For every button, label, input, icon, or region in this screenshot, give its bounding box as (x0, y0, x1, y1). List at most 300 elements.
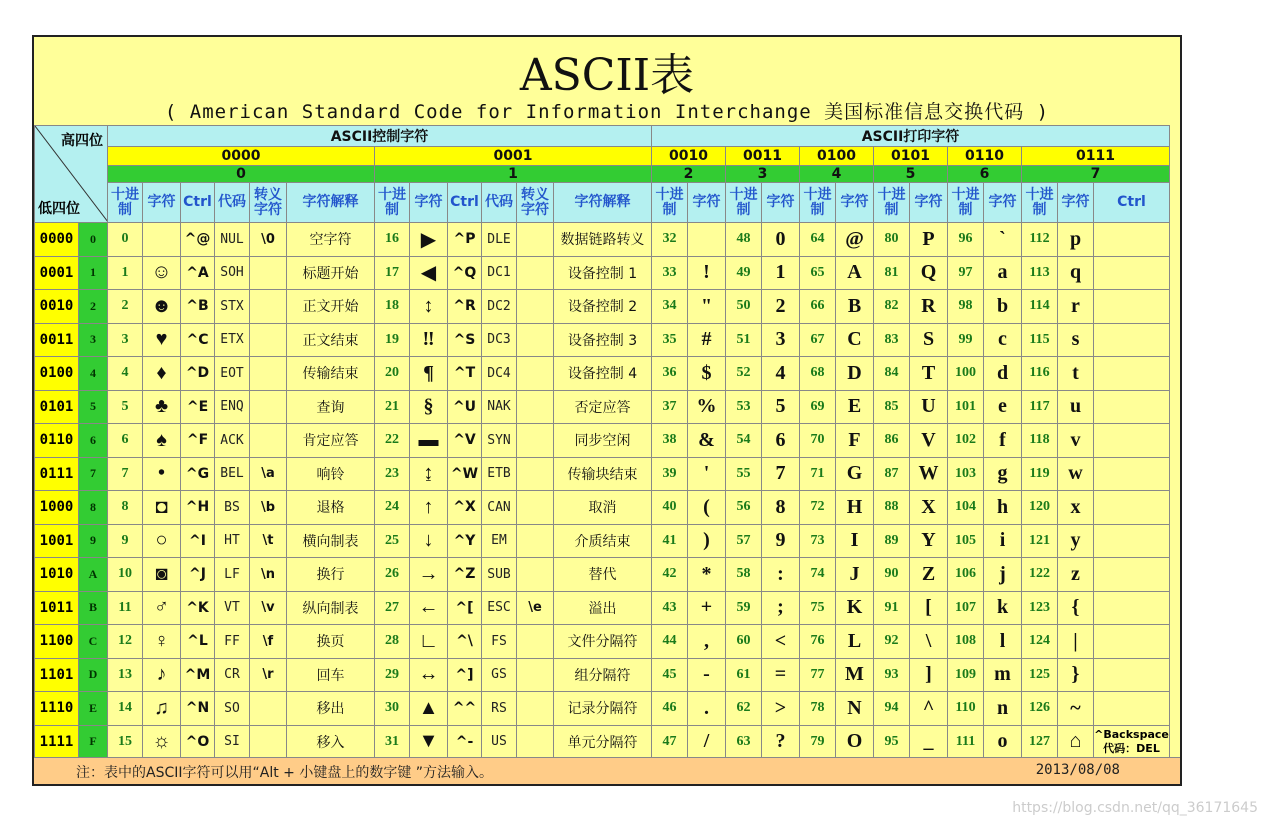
table-row (35, 625, 1170, 659)
cell-char: P (910, 223, 948, 257)
row-low-hex: F (79, 725, 108, 759)
cell-dec: 48 (726, 223, 762, 257)
high-hex-1: 1 (375, 166, 652, 183)
cell-desc: 单元分隔符 (554, 725, 652, 759)
high-bin-0110: 0110 (948, 147, 1022, 166)
cell-code: DC3 (482, 323, 517, 357)
cell-esc (517, 323, 554, 357)
cell-dec: 25 (375, 524, 410, 558)
high-hex-7: 7 (1022, 166, 1170, 183)
cell-char: 8 (762, 491, 800, 525)
cell-char (688, 223, 726, 257)
cell-esc (250, 290, 287, 324)
cell-dec: 106 (948, 558, 984, 592)
cell-dec: 100 (948, 357, 984, 391)
cell-dec: 5 (108, 390, 143, 424)
cell-char: v (1058, 424, 1094, 458)
cell-esc: \b (250, 491, 287, 525)
cell-ctrl: ^[ (448, 591, 482, 625)
cell-dec: 34 (652, 290, 688, 324)
cell-dec: 2 (108, 290, 143, 324)
cell-dec: 62 (726, 692, 762, 726)
cell-dec: 50 (726, 290, 762, 324)
cell-dec: 56 (726, 491, 762, 525)
cell-ctrl: ^V (448, 424, 482, 458)
cell-code: DC4 (482, 357, 517, 391)
ascii-table-sheet (32, 35, 1182, 786)
col-header-code: 代码 (215, 183, 250, 223)
cell-esc (517, 725, 554, 759)
cell-dec: 65 (800, 256, 836, 290)
cell-dec: 15 (108, 725, 143, 759)
cell-ctrl-empty (1094, 524, 1170, 558)
cell-char: ☼ (143, 725, 181, 759)
table-row (35, 725, 1170, 759)
cell-esc: \v (250, 591, 287, 625)
cell-char: ↑ (410, 491, 448, 525)
cell-dec: 92 (874, 625, 910, 659)
cell-dec: 126 (1022, 692, 1058, 726)
footer-date: 2013/08/08 (1035, 762, 1120, 778)
cell-char: < (762, 625, 800, 659)
col-header-desc: 字符解释 (287, 183, 375, 223)
cell-ctrl-empty (1094, 424, 1170, 458)
cell-dec: 96 (948, 223, 984, 257)
cell-char: ♠ (143, 424, 181, 458)
cell-dec: 19 (375, 323, 410, 357)
cell-char: ♣ (143, 390, 181, 424)
cell-code: VT (215, 591, 250, 625)
cell-dec: 46 (652, 692, 688, 726)
cell-char: ^ (910, 692, 948, 726)
col-header-dec: 十进制 (948, 183, 984, 223)
cell-desc: 纵向制表 (287, 591, 375, 625)
cell-char: J (836, 558, 874, 592)
cell-char: c (984, 323, 1022, 357)
table-row (35, 692, 1170, 726)
cell-char: ☺ (143, 256, 181, 290)
cell-dec: 55 (726, 457, 762, 491)
cell-char: _ (910, 725, 948, 759)
cell-dec: 119 (1022, 457, 1058, 491)
row-low-hex: 8 (79, 491, 108, 525)
cell-dec: 31 (375, 725, 410, 759)
cell-desc: 设备控制 4 (554, 357, 652, 391)
cell-char: G (836, 457, 874, 491)
cell-char: ↓ (410, 524, 448, 558)
cell-code: NUL (215, 223, 250, 257)
cell-esc (517, 256, 554, 290)
cell-code: BEL (215, 457, 250, 491)
cell-code: SI (215, 725, 250, 759)
cell-desc: 文件分隔符 (554, 625, 652, 659)
cell-code: FS (482, 625, 517, 659)
cell-char: A (836, 256, 874, 290)
cell-dec: 30 (375, 692, 410, 726)
title-area (34, 37, 1180, 125)
table-row (35, 256, 1170, 290)
cell-dec: 122 (1022, 558, 1058, 592)
cell-char: + (688, 591, 726, 625)
cell-ctrl: ^J (181, 558, 215, 592)
cell-char: ; (762, 591, 800, 625)
cell-dec: 103 (948, 457, 984, 491)
cell-desc: 传输结束 (287, 357, 375, 391)
cell-esc (517, 692, 554, 726)
cell-char: N (836, 692, 874, 726)
cell-esc (517, 390, 554, 424)
cell-ctrl-empty (1094, 591, 1170, 625)
cell-desc: 同步空闲 (554, 424, 652, 458)
cell-ctrl: ^U (448, 390, 482, 424)
cell-char: e (984, 390, 1022, 424)
cell-ctrl: ^Z (448, 558, 482, 592)
cell-char: 5 (762, 390, 800, 424)
cell-esc (517, 424, 554, 458)
cell-dec: 39 (652, 457, 688, 491)
cell-ctrl-empty (1094, 558, 1170, 592)
cell-dec: 7 (108, 457, 143, 491)
row-low-hex: 9 (79, 524, 108, 558)
table-row (35, 457, 1170, 491)
cell-desc: 取消 (554, 491, 652, 525)
cell-dec: 88 (874, 491, 910, 525)
cell-char: X (910, 491, 948, 525)
cell-desc: 否定应答 (554, 390, 652, 424)
cell-desc: 介质结束 (554, 524, 652, 558)
high-hex-4: 4 (800, 166, 874, 183)
cell-dec: 70 (800, 424, 836, 458)
cell-char: = (762, 658, 800, 692)
cell-dec: 95 (874, 725, 910, 759)
cell-code: DC1 (482, 256, 517, 290)
cell-esc (517, 558, 554, 592)
col-header-ctrl: Ctrl (1094, 183, 1170, 223)
section-printable-header: ASCII打印字符 (652, 126, 1170, 147)
cell-char: ▶ (410, 223, 448, 257)
cell-char: " (688, 290, 726, 324)
corner-header (35, 126, 108, 223)
cell-dec: 109 (948, 658, 984, 692)
row-low-hex: 2 (79, 290, 108, 324)
cell-ctrl: ^O (181, 725, 215, 759)
table-row (35, 558, 1170, 592)
cell-char: I (836, 524, 874, 558)
cell-char: F (836, 424, 874, 458)
cell-dec: 6 (108, 424, 143, 458)
cell-ctrl-empty (1094, 357, 1170, 391)
cell-dec: 104 (948, 491, 984, 525)
cell-char: ◘ (143, 491, 181, 525)
cell-code: EOT (215, 357, 250, 391)
cell-code: RS (482, 692, 517, 726)
row-low-bin: 0111 (35, 457, 79, 491)
cell-dec: 57 (726, 524, 762, 558)
cell-dec: 93 (874, 658, 910, 692)
cell-char: x (1058, 491, 1094, 525)
cell-dec: 36 (652, 357, 688, 391)
cell-dec: 33 (652, 256, 688, 290)
row-low-hex: D (79, 658, 108, 692)
cell-char: { (1058, 591, 1094, 625)
cell-esc (250, 357, 287, 391)
cell-esc: \t (250, 524, 287, 558)
cell-dec: 49 (726, 256, 762, 290)
cell-char: W (910, 457, 948, 491)
col-header-esc: 转义字符 (517, 183, 554, 223)
cell-ctrl-empty (1094, 658, 1170, 692)
cell-esc (517, 658, 554, 692)
cell-char: p (1058, 223, 1094, 257)
cell-code: SOH (215, 256, 250, 290)
cell-ctrl: ^^ (448, 692, 482, 726)
cell-char: 9 (762, 524, 800, 558)
cell-dec: 41 (652, 524, 688, 558)
cell-char: 4 (762, 357, 800, 391)
high-hex-6: 6 (948, 166, 1022, 183)
cell-dec: 117 (1022, 390, 1058, 424)
cell-dec: 125 (1022, 658, 1058, 692)
cell-char: Q (910, 256, 948, 290)
row-low-hex: 1 (79, 256, 108, 290)
cell-dec: 68 (800, 357, 836, 391)
table-row (35, 323, 1170, 357)
cell-char: ) (688, 524, 726, 558)
row-low-bin: 0101 (35, 390, 79, 424)
cell-ctrl: ^F (181, 424, 215, 458)
cell-ctrl: ^Y (448, 524, 482, 558)
cell-ctrl: ^R (448, 290, 482, 324)
cell-ctrl: ^S (448, 323, 482, 357)
cell-char: ♫ (143, 692, 181, 726)
col-header-dec: 十进制 (375, 183, 410, 223)
cell-esc (250, 390, 287, 424)
cell-char: @ (836, 223, 874, 257)
cell-char: | (1058, 625, 1094, 659)
cell-char: r (1058, 290, 1094, 324)
cell-dec: 75 (800, 591, 836, 625)
watermark-url: https://blog.csdn.net/qq_36171645 (1012, 800, 1258, 816)
high-bin-0010: 0010 (652, 147, 726, 166)
cell-char: T (910, 357, 948, 391)
cell-dec: 51 (726, 323, 762, 357)
cell-char: ○ (143, 524, 181, 558)
cell-dec: 77 (800, 658, 836, 692)
cell-dec: 107 (948, 591, 984, 625)
cell-ctrl-empty (1094, 223, 1170, 257)
cell-dec: 42 (652, 558, 688, 592)
cell-desc: 查询 (287, 390, 375, 424)
cell-char: 0 (762, 223, 800, 257)
cell-esc (517, 357, 554, 391)
cell-esc (250, 692, 287, 726)
cell-dec: 124 (1022, 625, 1058, 659)
cell-ctrl-empty (1094, 625, 1170, 659)
cell-char: 7 (762, 457, 800, 491)
cell-char: C (836, 323, 874, 357)
cell-ctrl: ^@ (181, 223, 215, 257)
high-hex-5: 5 (874, 166, 948, 183)
cell-ctrl: ^] (448, 658, 482, 692)
cell-char: E (836, 390, 874, 424)
cell-dec: 81 (874, 256, 910, 290)
cell-char: ‼ (410, 323, 448, 357)
col-header-ctrl: Ctrl (181, 183, 215, 223)
cell-char: t (1058, 357, 1094, 391)
cell-char: 2 (762, 290, 800, 324)
cell-ctrl: ^L (181, 625, 215, 659)
cell-char: § (410, 390, 448, 424)
cell-dec: 26 (375, 558, 410, 592)
cell-dec: 32 (652, 223, 688, 257)
cell-code: NAK (482, 390, 517, 424)
cell-char: 6 (762, 424, 800, 458)
col-header-desc: 字符解释 (554, 183, 652, 223)
cell-dec: 22 (375, 424, 410, 458)
cell-dec: 20 (375, 357, 410, 391)
cell-ctrl-empty (1094, 491, 1170, 525)
cell-dec: 61 (726, 658, 762, 692)
cell-dec: 1 (108, 256, 143, 290)
row-low-hex: C (79, 625, 108, 659)
row-low-bin: 0010 (35, 290, 79, 324)
row-low-bin: 0000 (35, 223, 79, 257)
cell-char: ¶ (410, 357, 448, 391)
cell-dec: 13 (108, 658, 143, 692)
cell-code: EM (482, 524, 517, 558)
row-low-bin: 1001 (35, 524, 79, 558)
cell-char: a (984, 256, 1022, 290)
col-header-char: 字符 (762, 183, 800, 223)
col-header-char: 字符 (410, 183, 448, 223)
cell-dec: 8 (108, 491, 143, 525)
cell-esc (250, 256, 287, 290)
table-row (35, 424, 1170, 458)
cell-dec: 0 (108, 223, 143, 257)
row-low-hex: A (79, 558, 108, 592)
cell-char: u (1058, 390, 1094, 424)
cell-char: . (688, 692, 726, 726)
cell-ctrl: ^B (181, 290, 215, 324)
table-row (35, 390, 1170, 424)
section-control-header: ASCII控制字符 (108, 126, 652, 147)
cell-desc: 换页 (287, 625, 375, 659)
col-header-esc: 转义字符 (250, 183, 287, 223)
cell-char: ◀ (410, 256, 448, 290)
cell-char: s (1058, 323, 1094, 357)
cell-char: ♪ (143, 658, 181, 692)
cell-esc: \f (250, 625, 287, 659)
page-title: ASCII表 (519, 50, 695, 101)
cell-dec: 35 (652, 323, 688, 357)
cell-esc (517, 524, 554, 558)
cell-dec: 99 (948, 323, 984, 357)
cell-ctrl: ^K (181, 591, 215, 625)
cell-ctrl: ^\ (448, 625, 482, 659)
cell-ctrl-del (1094, 725, 1170, 759)
corner-low-label: 低四位 (38, 201, 80, 217)
cell-dec: 12 (108, 625, 143, 659)
cell-char: m (984, 658, 1022, 692)
cell-char: ▬ (410, 424, 448, 458)
footer (34, 757, 1180, 784)
cell-dec: 113 (1022, 256, 1058, 290)
cell-dec: 121 (1022, 524, 1058, 558)
cell-char: k (984, 591, 1022, 625)
cell-ctrl-empty (1094, 290, 1170, 324)
cell-char: V (910, 424, 948, 458)
cell-char: ▲ (410, 692, 448, 726)
high-hex-2: 2 (652, 166, 726, 183)
col-header-dec: 十进制 (800, 183, 836, 223)
col-header-ctrl: Ctrl (448, 183, 482, 223)
cell-char: $ (688, 357, 726, 391)
col-header-dec: 十进制 (1022, 183, 1058, 223)
cell-dec: 76 (800, 625, 836, 659)
row-low-bin: 1111 (35, 725, 79, 759)
high-bin-0100: 0100 (800, 147, 874, 166)
cell-dec: 86 (874, 424, 910, 458)
cell-char: ◙ (143, 558, 181, 592)
cell-dec: 108 (948, 625, 984, 659)
row-low-bin: 0100 (35, 357, 79, 391)
cell-esc (250, 323, 287, 357)
row-low-bin: 1100 (35, 625, 79, 659)
cell-desc: 传输块结束 (554, 457, 652, 491)
cell-dec: 43 (652, 591, 688, 625)
cell-dec: 66 (800, 290, 836, 324)
cell-char: j (984, 558, 1022, 592)
row-low-bin: 0001 (35, 256, 79, 290)
cell-char: L (836, 625, 874, 659)
table-row (35, 591, 1170, 625)
cell-dec: 9 (108, 524, 143, 558)
col-header-char: 字符 (984, 183, 1022, 223)
cell-char: z (1058, 558, 1094, 592)
cell-desc: 数据链路转义 (554, 223, 652, 257)
cell-char: ← (410, 591, 448, 625)
cell-code: DLE (482, 223, 517, 257)
cell-char: ☻ (143, 290, 181, 324)
cell-dec: 47 (652, 725, 688, 759)
cell-esc: \a (250, 457, 287, 491)
cell-code: ACK (215, 424, 250, 458)
cell-char: l (984, 625, 1022, 659)
cell-esc: \n (250, 558, 287, 592)
cell-ctrl-empty (1094, 256, 1170, 290)
cell-char: O (836, 725, 874, 759)
cell-dec: 27 (375, 591, 410, 625)
cell-dec: 90 (874, 558, 910, 592)
cell-code: SO (215, 692, 250, 726)
cell-char: ~ (1058, 692, 1094, 726)
row-low-hex: 3 (79, 323, 108, 357)
cell-ctrl: ^H (181, 491, 215, 525)
row-low-hex: B (79, 591, 108, 625)
cell-char: ` (984, 223, 1022, 257)
cell-desc: 溢出 (554, 591, 652, 625)
col-header-char: 字符 (1058, 183, 1094, 223)
cell-dec: 85 (874, 390, 910, 424)
high-bin-0101: 0101 (874, 147, 948, 166)
col-header-char: 字符 (910, 183, 948, 223)
table-row (35, 290, 1170, 324)
high-bin-0001: 0001 (375, 147, 652, 166)
cell-ctrl-empty (1094, 390, 1170, 424)
cell-code: CAN (482, 491, 517, 525)
cell-dec: 110 (948, 692, 984, 726)
cell-char: ♀ (143, 625, 181, 659)
